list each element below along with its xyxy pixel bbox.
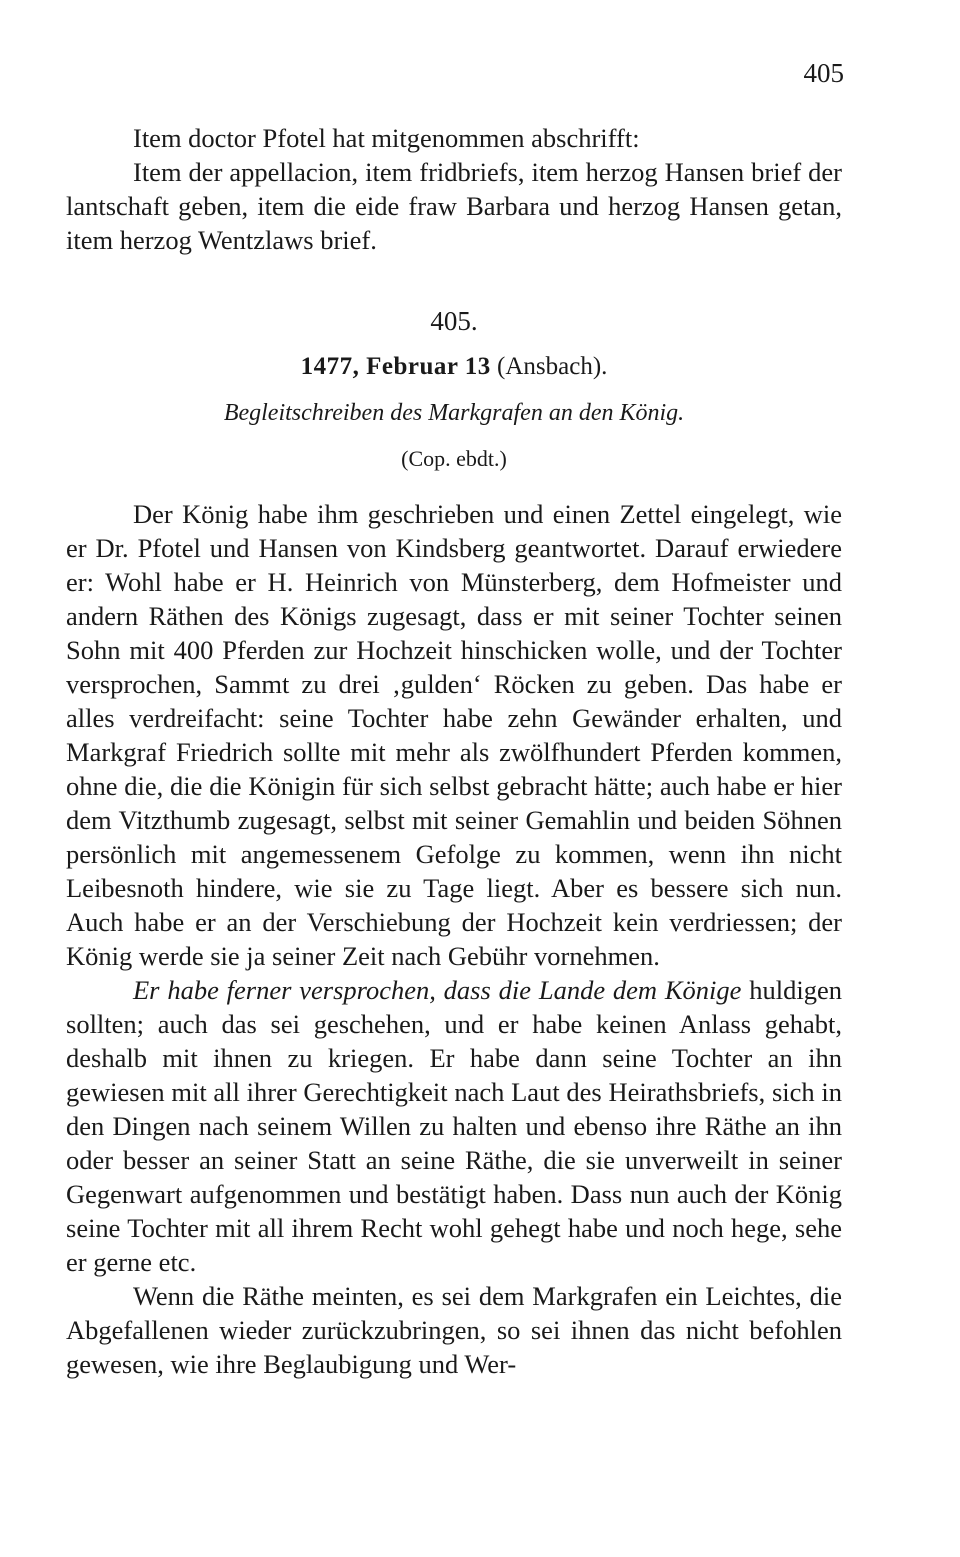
document-source: (Cop. ebdt.) [401,446,507,471]
document-place: (Ansbach). [497,353,608,380]
body-paragraph-2-italic: Er habe ferner versprochen, dass die Lande dem Könige [133,975,742,1005]
body-paragraph-3: Wenn die Räthe meinten, es sei dem Markgrafen ein Leichtes, die Abgefallenen wieder zurückzubringen, so sei ihnen das nicht befohlen gewesen, wie ihre Beglaubigung und Wer- [66,1281,842,1379]
top-paragraph-1: Item doctor Pfotel hat mitgenommen abschrifft: [133,123,640,153]
document-date-line [66,353,842,381]
page-number: 405 [803,58,844,88]
body-paragraph-2-rest: huldigen sollten; auch das sei geschehen, und er habe keinen Anlass gehabt, deshalb mit ihnen zu kriegen. Er habe dann seine Tochter an ihn gewiesen mit all ihrer Gerechtigkeit nach Laut des Heirathsbriefs, sich in den Dingen nach seinem Willen zu halten und ebenso ihre Räthe an ihn oder besser an seiner Statt an seine Räthe, die sie unverweilt in seiner Gegenwart aufgenommen und bestätigt haben. Dass nun auch der König seine Tochter mit all ihrem Recht wohl gehegt habe und noch hege, sehe er gerne etc. [66,975,842,1277]
top-paragraph-2: Item der appellacion, item fridbriefs, item herzog Hansen brief der lantschaft geben, item die eide fraw Barbara und herzog Hansen getan, item herzog Wentzlaws brief. [66,157,842,255]
top-text-block [66,121,842,257]
document-number: 405. [430,306,478,336]
main-text-block [66,497,842,1381]
document-title: Begleitschreiben des Markgrafen an den König. [223,400,685,426]
body-paragraph-2 [66,973,842,1279]
document-date: 1477, Februar 13 [300,353,491,380]
body-paragraph-1: Der König habe ihm geschrieben und einen Zettel eingelegt, wie er Dr. Pfotel und Hansen von Kindsberg geantwortet. Darauf erwiedere er: Wohl habe er H. Heinrich von Münsterberg, dem Hofmeister und andern Räthen des Königs zugesagt, dass er mit seiner Tochter seinen Sohn mit 400 Pferden zur Hochzeit hinschicken wolle, und der Tochter versprochen, Sammt zu drei ‚gulden‘ Röcken zu geben. Das habe er alles verdreifacht: seine Tochter habe zehn Gewänder erhalten, und Markgraf Friedrich sollte mit mehr als zwölfhundert Pferden kommen, ohne die, die die Königin für sich selbst gebracht hätte; auch habe er hier dem Vitzthumb zugesagt, selbst mit seiner Gemahlin und beiden Söhnen persönlich mit angemessenem Gefolge zu kommen, wenn ihn nicht Leibesnoth hindere, wie sie zu Tage liegt. Aber es bessere sich nun. Auch habe er an der Verschiebung der Hochzeit kein verdriessen; der König werde sie ja seiner Zeit nach Gebühr vornehmen. [66,499,842,971]
